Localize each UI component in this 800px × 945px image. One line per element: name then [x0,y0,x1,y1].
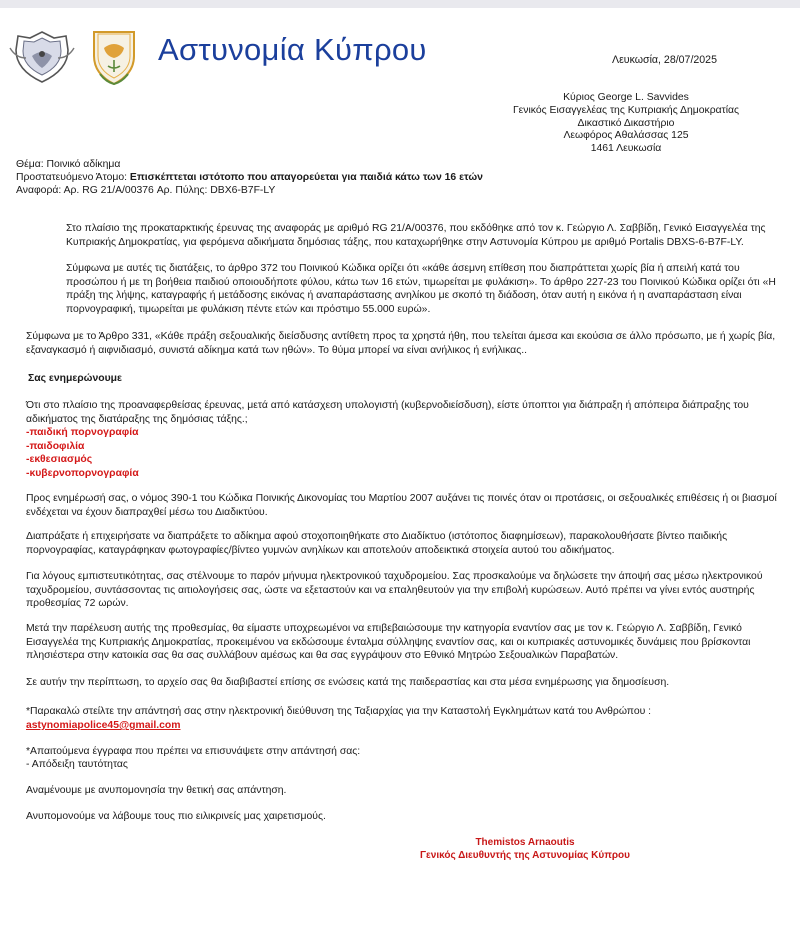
closing-line-1: Αναμένουμε με ανυπομονησία την θετική σας απάντηση. [26,785,287,796]
protected-line [16,172,786,185]
recipient-address [476,92,776,156]
letter-meta [16,159,786,197]
reply-instruction: *Παρακαλώ στείλτε την απάντησή σας στην ηλεκτρονική διεύθυνση της Ταξιαρχίας για την Καταστολή Εγκλημάτων κατά του Ανθρώπου : [26,706,652,717]
offense-item: -παιδική πορνογραφία [26,427,139,438]
paragraph-5: Προς ενημέρωσή σας, ο νόμος 390-1 του Κώδικα Ποινικής Δικονομίας του Μαρτίου 2007 αυξάνει τις ποινές όταν οι προτάσεις, οι σεξουαλικές επιθέσεις ή οι βιασμοί ενδέχεται να έχουν διαπραχθεί μέσω του Διαδικτύου. [26,493,777,518]
offense-item: -κυβερνοπορνογραφία [26,467,139,479]
recipient-line: Λεωφόρος Αθαλάσσας 125 [563,130,689,142]
recipient-line: Κύριος George L. Savvides [563,92,689,103]
reference-line: Αναφορά: Αρ. RG 21/A/00376 Αρ. Πύλης: DBX6-B7F-LY [16,184,276,196]
paragraph-7: Για λόγους εμπιστευτικότητας, σας στέλνουμε το παρόν μήνυμα ηλεκτρονικού ταχυδρομείου. Σας προσκαλούμε να δηλώσετε την άποψή σας μέσω ηλεκτρονικού ταχυδρομείου, συντάσσοντας τις αιτιολογήσεις σας, ώστε να εξεταστούν και να επαληθευτούν για την επιβολή κυρώσεων. Αυτό πρέπει να γίνει εντός αυστηρής προθεσμίας 72 ωρών. [26,571,763,609]
required-docs: *Απαιτούμενα έγγραφα που πρέπει να επισυνάψετε στην απάντησή σας: [26,746,361,757]
recipient-line: Δικαστικό Δικαστήριο [577,117,675,129]
letter-date: Λευκωσία, 28/07/2025 [612,54,717,66]
required-doc-item: - Απόδειξη ταυτότητας [26,759,128,770]
paragraph-1: Στο πλαίσιο της προκαταρκτικής έρευνας της αναφοράς με αριθμό RG 21/A/00376, που εκδόθηκε από τον κ. Γεώργιο Λ. Σαββίδη, Γενικό Εισαγγελέα της Κυπριακής Δημοκρατίας, για φερόμενα αδικήματα δημόσιας τάξης, που καταχωρήθηκε στην Αστυνομία Κύπρου με αριθμό Portalis DBXS-6-B7F-LY. [66,223,766,248]
paragraph-4: Ότι στο πλαίσιο της προαναφερθείσας έρευνας, μετά από κατάσχεση υπολογιστή (κυβερνοδιείσδυση), είστε ύποπτοι για διάπραξη ή απόπειρα διάπραξης του αδικήματος της διατάραξης της δημόσιας τάξης.; [26,400,749,425]
coat-of-arms-icon [84,26,144,88]
signature-block [420,836,630,862]
signature-title: Γενικός Διευθυντής της Αστυνομίας Κύπρου [420,850,630,861]
recipient-line: 1461 Λευκωσία [590,143,662,155]
offense-item: -εκθεσιασμός [26,454,93,465]
offense-item: -παιδοφιλία [26,440,85,452]
inform-heading: Σας ενημερώνουμε [28,373,122,384]
paragraph-8: Μετά την παρέλευση αυτής της προθεσμίας, θα είμαστε υποχρεωμένοι να επιβεβαιώσουμε την κατηγορία εναντίον σας με τον κ. Γεώργιο Λ. Σαββίδη, Γενικό Εισαγγελέα της Κυπριακής Δημοκρατίας, προκειμένου να εκδώσουμε ένταλμα σύλληψης εναντίον σας, και οι κυπριακές αστυνομικές δυνάμεις που βρίσκονται πλησιέστερα στην κατοικία σας θα σας συλλάβουν αμέσως και θα σας εγγράψουν στο Εθνικό Μητρώο Σεξουαλικών Παραβατών. [26,623,751,661]
paragraph-3: Σύμφωνα με το Άρθρο 331, «Κάθε πράξη σεξουαλικής διείσδυσης αντίθετη προς τα χρηστά ήθη, που τελείται άμεσα και εκούσια σε άλλο πρόσωπο, με ή χωρίς βία, εξαναγκασμό ή αιφνιδιασμό, συνιστά αδίκημα κατά των ηθών». Το θύμα μπορεί να είναι ανήλικος ή ενήλικας.. [26,331,776,356]
protected-value: Επισκέπτεται ιστότοπο που απαγορεύεται για παιδιά κάτω των 16 ετών [129,171,483,183]
paragraph-6: Διαπράξατε ή επιχειρήσατε να διαπράξετε το αδίκημα αφού στοχοποιηθήκατε στο Διαδίκτυο (ιστότοπος διαφημίσεων), παρακολουθήσατε βίντεο παιδικής πορνογραφίας, καταγράφηκαν φωτογραφίες/βίντεο γυμνών ανηλίκων και αποτελούν αποδεικτικά στοιχεία αυτού του αδικήματος. [26,531,728,556]
closing-line-2: Ανυπομονούμε να λάβουμε τους πιο ειλικρινείς μας χαιρετισμούς. [26,811,326,822]
police-crest-icon [8,28,76,86]
signature-name: Themistos Arnaoutis [475,837,575,848]
offense-list [26,426,139,480]
reply-email-link[interactable]: astynomiapolice45@gmail.com [26,720,181,731]
paragraph-9: Σε αυτήν την περίπτωση, το αρχείο σας θα διαβιβαστεί επίσης σε ενώσεις κατά της παιδεραστίας και στα μέσα ενημέρωσης για δημοσίευση. [26,677,670,688]
brand-title: Αστυνομία Κύπρου [158,32,427,67]
recipient-line: Γενικός Εισαγγελέας της Κυπριακής Δημοκρατίας [512,104,740,116]
paragraph-2: Σύμφωνα με αυτές τις διατάξεις, το άρθρο 372 του Ποινικού Κώδικα ορίζει ότι «κάθε άσεμνη επίθεση που διαπράττεται χωρίς βία ή απειλή κατά του προσώπου ή με τη βοήθεια παιδιού οποιουδήποτε φύλου, κάτω των 16 ετών, τιμωρείται με φυλάκιση». Το άρθρο 227-23 του Ποινικού Κώδικα ορίζει ότι «Η πράξη της λήψης, καταγραφής ή μετάδοσης εικόνας ή αναπαράστασης ανηλίκου με σκοπό τη διάδοση, όταν αυτή η εικόνα ή η αναπαράσταση είναι πορνογραφική, τιμωρείται με φυλάκιση πέντε ετών και πρόστιμο 55.000 ευρώ». [66,263,776,315]
protected-label: Προστατευόμενο Άτομο: [16,171,130,183]
subject-line: Θέμα: Ποινικό αδίκημα [16,159,121,170]
